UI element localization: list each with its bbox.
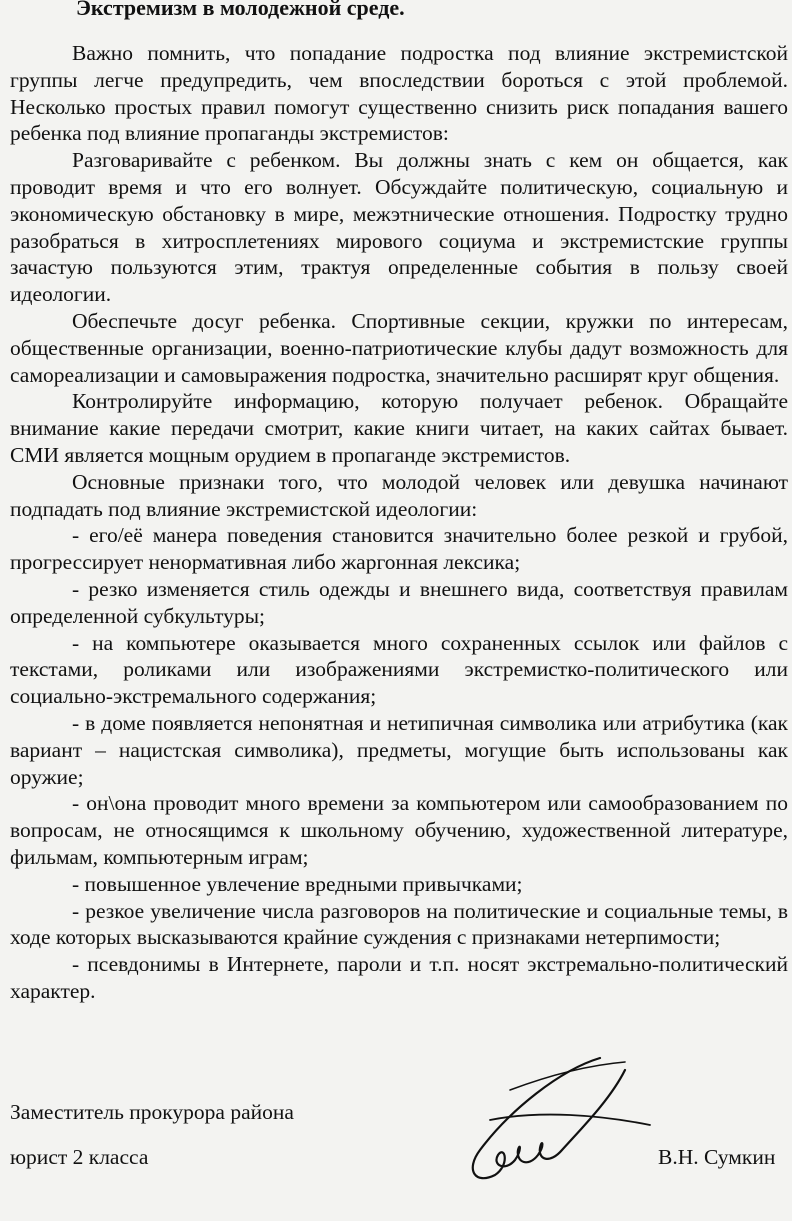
signatory-rank: юрист 2 класса	[10, 1145, 149, 1169]
document-title: Экстремизм в молодежной среде.	[76, 0, 405, 20]
paragraph: Разговаривайте с ребенком. Вы должны знать с кем он общается, как проводит время и что его волнует. Обсуждайте политическую, социальную и экономическую обстановку в мире, межэтнические отношения. Подростку трудно разобраться в хитросплетениях мирового социума и экстремистские группы зачастую пользуются этим, трактуя определенные события в пользу своей идеологии.	[10, 148, 788, 307]
paragraph: Обеспечьте досуг ребенка. Спортивные секции, кружки по интересам, общественные организации, военно-патриотические клубы дадут возможность для самореализации и самовыражения подростка, значительно расширят круг общения.	[10, 308, 788, 387]
list-item: - на компьютере оказывается много сохраненных ссылок или файлов с текстами, роликами или изображениями экстремистко-политического или социально-экстремального содержания;	[10, 630, 788, 709]
signatory-name: В.Н. Сумкин	[658, 1145, 776, 1169]
list-item: - повышенное увлечение вредными привычками;	[72, 871, 523, 896]
paragraph: Основные признаки того, что молодой человек или девушка начинают подпадать под влияние экстремистской идеологии:	[10, 469, 788, 521]
list-item: - резкое увеличение числа разговоров на политические и социальные темы, в ходе которых высказываются крайние суждения с признаками нетерпимости;	[10, 898, 788, 950]
list-item: - псевдонимы в Интернете, пароли и т.п. носят экстремально-политический характер.	[10, 952, 788, 1003]
list-item: - его/её манера поведения становится значительно более резкой и грубой, прогрессирует ненормативная либо жаргонная лексика;	[10, 523, 788, 575]
document-body	[10, 40, 788, 1005]
handwritten-signature	[450, 1050, 670, 1190]
list-item: - он\она проводит много времени за компьютером или самообразованием по вопросам, не относящимся к школьному обучению, художественной литературе, фильмам, компьютерным играм;	[10, 791, 788, 869]
list-item: - в доме появляется непонятная и нетипичная символика или атрибутика (как вариант – нацистская символика), предметы, могущие быть использованы как оружие;	[10, 710, 788, 789]
list-item: - резко изменяется стиль одежды и внешнего вида, соответствуя правилам определенной субкультуры;	[10, 576, 788, 628]
paragraph: Важно помнить, что попадание подростка под влияние экстремистской группы легче предупредить, чем впоследствии бороться с этой проблемой. Несколько простых правил помогут существенно снизить риск попадания вашего ребенка под влияние пропаганды экстремистов:	[10, 41, 788, 146]
signatory-position: Заместитель прокурора района	[10, 1100, 294, 1124]
paragraph: Контролируйте информацию, которую получает ребенок. Обращайте внимание какие передачи смотрит, какие книги читает, на каких сайтах бывает. СМИ является мощным орудием в пропаганде экстремистов.	[10, 389, 788, 467]
